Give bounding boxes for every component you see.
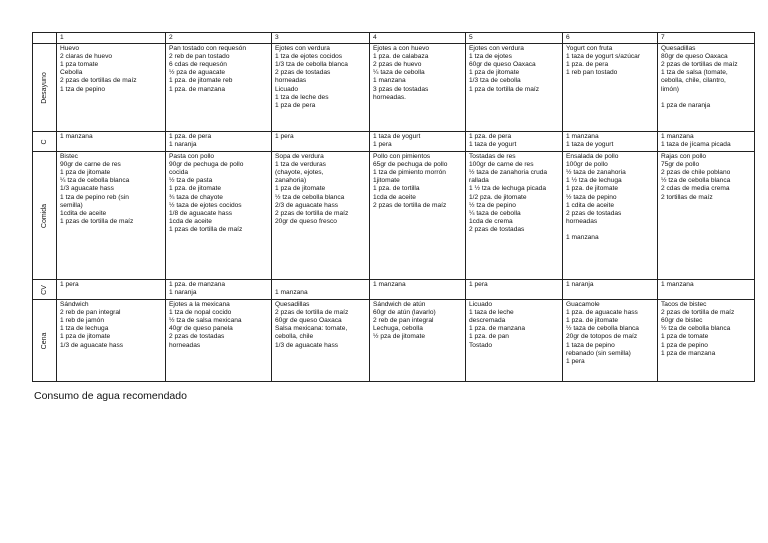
menu-item-line: 1 ½ tza de lechuga picada xyxy=(469,185,546,193)
menu-item-line: 1 tza de lechuga xyxy=(60,325,109,333)
meal-row-comida xyxy=(33,152,755,280)
menu-cell-day-1 xyxy=(57,300,166,382)
menu-item-line: 1 cdita de aceite xyxy=(566,201,615,209)
day-header-7: 7 xyxy=(658,33,755,44)
menu-item-line: 100gr de pollo xyxy=(566,161,608,169)
menu-cell-day-5 xyxy=(466,44,563,132)
menu-item-line: 60gr de queso Oaxaca xyxy=(469,61,536,69)
menu-item-line: 1 tza de verduras xyxy=(275,161,326,169)
menu-item-line: 1 pza. de manzana xyxy=(169,85,226,93)
menu-item-line: 1/8 de aguacate hass xyxy=(169,209,233,217)
menu-item-line: ½ tza de cebolla blanca xyxy=(661,177,731,185)
menu-item-line: 2 pzas de tortillas de maíz xyxy=(661,61,738,69)
menu-item-line: horneadas xyxy=(566,217,598,225)
menu-cell-day-1 xyxy=(57,44,166,132)
menu-item-line: Tacos de bistec xyxy=(661,301,707,309)
menu-item-line: Sándwich de atún xyxy=(373,301,426,309)
menu-cell-day-6 xyxy=(563,280,658,300)
menu-item-line: 1/3 de aguacate hass xyxy=(60,341,124,349)
menu-cell-day-4 xyxy=(370,280,466,300)
menu-item-line: 1 reb de jamón xyxy=(60,317,104,325)
menu-item-line: 1cdita de aceite xyxy=(60,209,107,217)
menu-item-line: Ejotes a la mexicana xyxy=(169,301,230,309)
menu-item-line: 1 pza de jitomate xyxy=(60,333,111,341)
menu-item-line: 2 pzas de tostadas xyxy=(169,333,225,341)
menu-item-line: 6 cdas de requesón xyxy=(169,61,227,69)
menu-item-line: 1 pza de jitomate xyxy=(469,69,520,77)
menu-item-line xyxy=(566,226,655,234)
menu-item-line: 1 pza. de tortilla xyxy=(373,185,420,193)
menu-cell-day-7 xyxy=(658,280,755,300)
menu-item-line: 1 pera xyxy=(60,281,79,289)
menu-item-line: ½ taza de ejotes cocidos xyxy=(169,201,242,209)
menu-item-line: 1 naranja xyxy=(169,141,197,149)
menu-item-line: Quesadillas xyxy=(661,45,696,53)
weekly-menu-table xyxy=(32,32,755,382)
menu-item-line: 1 pza. de jitomate reb xyxy=(169,77,233,85)
meal-row-cv xyxy=(33,280,755,300)
menu-item-line: 1 taza de yogurt xyxy=(373,133,421,141)
menu-item-line: 1 reb pan tostado xyxy=(566,69,618,77)
menu-item-line: Salsa mexicana: tomate, xyxy=(275,325,348,333)
water-recommendation-note: Consumo de agua recomendado xyxy=(34,390,187,402)
menu-cell-day-5 xyxy=(466,300,563,382)
menu-item-line: 60gr de atún (lavarlo) xyxy=(373,309,436,317)
menu-cell-day-4 xyxy=(370,132,466,152)
day-header-3: 3 xyxy=(272,33,370,44)
header-row xyxy=(33,33,755,44)
menu-cell-day-7 xyxy=(658,300,755,382)
menu-item-line: 1 pza de tomate xyxy=(661,333,709,341)
menu-cell-day-2 xyxy=(166,132,272,152)
menu-item-line: 1 taza de yogurt xyxy=(566,141,614,149)
menu-item-line: 1 pza. de pera xyxy=(469,133,512,141)
menu-cell-day-2 xyxy=(166,152,272,280)
menu-item-line: 2 cdas de media crema xyxy=(661,185,730,193)
meal-label-cell xyxy=(33,132,57,152)
menu-item-line: Ejotes con verdura xyxy=(469,45,524,53)
menu-item-line: 1 pza. de manzana xyxy=(469,325,526,333)
menu-item-line xyxy=(661,94,752,102)
menu-item-line: ½ pza de aguacate xyxy=(169,69,226,77)
menu-item-line: 90gr de pechuga de pollo xyxy=(169,161,244,169)
menu-item-line: 20gr de totopos de maíz xyxy=(566,333,638,341)
menu-cell-day-5 xyxy=(466,152,563,280)
menu-item-line: 1 manzana xyxy=(661,281,694,289)
menu-cell-day-7 xyxy=(658,132,755,152)
menu-item-line: ½ taza de zanahoria xyxy=(566,169,626,177)
menu-item-line: 1 pza. de jitomate xyxy=(566,185,619,193)
menu-item-line: Pollo con pimientos xyxy=(373,153,431,161)
menu-cell-day-6 xyxy=(563,300,658,382)
menu-item-line: 1 pza de pepino xyxy=(661,341,708,349)
menu-item-line: 1/3 tza de cebolla blanca xyxy=(275,61,348,69)
menu-item-line: 2 pzas de tortilla de maíz xyxy=(275,309,349,317)
menu-item-line: Licuado xyxy=(469,301,493,309)
menu-item-line: 1 taza de yogurt xyxy=(469,141,517,149)
menu-item-line: 1 tza de salsa (tomate, xyxy=(661,69,728,77)
menu-item-line: 1cda de crema xyxy=(469,217,513,225)
menu-cell-day-2 xyxy=(166,300,272,382)
menu-cell-day-4 xyxy=(370,152,466,280)
menu-item-line: Ejotes con verdura xyxy=(275,45,330,53)
menu-item-line: 1 pza. de pan xyxy=(469,333,509,341)
menu-cell-day-7 xyxy=(658,44,755,132)
menu-item-line: 1 pza. de pera xyxy=(169,133,212,141)
menu-item-line: horneadas. xyxy=(373,93,406,101)
menu-item-line: descremada xyxy=(469,317,506,325)
meal-label: CV xyxy=(40,284,48,295)
menu-item-line: 2 pzas de tortilla de maíz xyxy=(275,209,349,217)
menu-cell-day-4 xyxy=(370,300,466,382)
menu-item-line: 1 naranja xyxy=(169,289,197,297)
menu-cell-day-3 xyxy=(272,280,370,300)
menu-item-line: 1 taza de leche xyxy=(469,309,514,317)
menu-item-line: 80gr de queso Oaxaca xyxy=(661,53,728,61)
menu-item-line: 1 manzana xyxy=(373,281,406,289)
menu-item-line: 3 pzas de tostadas xyxy=(373,85,429,93)
menu-item-line: 1cda de aceite xyxy=(373,193,416,201)
menu-item-line: Tostado xyxy=(469,341,493,349)
menu-item-line: ¼ tza de cebolla blanca xyxy=(60,177,130,185)
menu-item-line: 1 pza. de manzana xyxy=(169,281,226,289)
menu-item-line: 60gr de queso Oaxaca xyxy=(275,317,342,325)
menu-item-line: 1 manzana xyxy=(275,289,308,297)
menu-item-line: 20gr de queso fresco xyxy=(275,217,337,225)
menu-cell-day-2 xyxy=(166,280,272,300)
menu-item-line: limón) xyxy=(661,85,679,93)
menu-item-line: Quesadillas xyxy=(275,301,310,309)
menu-item-line: ½ tza de pasta xyxy=(169,177,213,185)
menu-item-line: Licuado xyxy=(275,85,299,93)
meal-row-desayuno xyxy=(33,44,755,132)
menu-cell-day-3 xyxy=(272,132,370,152)
menu-item-line: 2 pzas de tostadas xyxy=(566,209,622,217)
menu-item-line: 1 taza de pepino xyxy=(566,341,615,349)
menu-cell-day-3 xyxy=(272,44,370,132)
menu-item-line: 1 tza de pepino reb (sin xyxy=(60,193,129,201)
day-header-2: 2 xyxy=(166,33,272,44)
menu-cell-day-7 xyxy=(658,152,755,280)
menu-item-line: 2 pzas de huevo xyxy=(373,61,422,69)
menu-item-line: 1 taza de yogurt s/azúcar xyxy=(566,53,641,61)
menu-cell-day-4 xyxy=(370,44,466,132)
menu-item-line: Sándwich xyxy=(60,301,89,309)
menu-item-line: 1 pera xyxy=(275,133,294,141)
menu-item-line: 60gr de bistec xyxy=(661,317,703,325)
menu-item-line: ¼ taza de cebolla xyxy=(373,69,425,77)
menu-cell-day-5 xyxy=(466,132,563,152)
menu-item-line: Bistec xyxy=(60,153,78,161)
menu-item-line: 1 pza. de aguacate hass xyxy=(566,309,638,317)
menu-item-line: Pan tostado con requesón xyxy=(169,45,246,53)
menu-item-line: 1 pzas de tortilla de maíz xyxy=(60,217,134,225)
menu-item-line: Cebolla xyxy=(60,69,83,77)
menu-item-line: 1/3 tza de cebolla xyxy=(469,77,521,85)
header-corner xyxy=(33,33,57,44)
menu-item-line: ¼ taza de cebolla xyxy=(469,209,521,217)
menu-item-line: ½ taza de zanahoria cruda xyxy=(469,169,548,177)
meal-label: Cena xyxy=(40,332,48,349)
menu-item-line: Ensalada de pollo xyxy=(566,153,619,161)
menu-item-line: 1 pza de tortilla de maíz xyxy=(469,85,540,93)
menu-item-line: semilla) xyxy=(60,201,83,209)
menu-item-line: 2 pzas de tostadas xyxy=(469,225,525,233)
menu-item-line: 1 ½ tza de lechuga xyxy=(566,177,622,185)
day-header-4: 4 xyxy=(370,33,466,44)
menu-item-line: zanahoria) xyxy=(275,177,307,185)
menu-item-line: 1jitomate xyxy=(373,177,400,185)
menu-item-line: (chayote, ejotes, xyxy=(275,169,324,177)
menu-item-line: 2/3 de aguacate hass xyxy=(275,201,339,209)
menu-item-line: 2 pzas de tortilla de maíz xyxy=(661,309,735,317)
menu-cell-day-1 xyxy=(57,280,166,300)
menu-item-line: 1 pza. de jitomate xyxy=(169,185,222,193)
meal-label-cell xyxy=(33,152,57,280)
menu-item-line: 1 pza de jitomate xyxy=(60,169,111,177)
menu-item-line: 1 tza de pimiento morrón xyxy=(373,169,446,177)
menu-item-line: ½ tza de salsa mexicana xyxy=(169,317,242,325)
menu-item-line: 1 pza de jitomate xyxy=(275,185,326,193)
menu-item-line: 1 pera xyxy=(373,141,392,149)
meal-label: Comida xyxy=(40,203,48,228)
menu-item-line: 1 pza de pera xyxy=(275,101,316,109)
menu-item-line: 1 manzana xyxy=(60,133,93,141)
menu-item-line: ½ taza de cebolla blanca xyxy=(566,325,639,333)
menu-item-line: 75gr de pollo xyxy=(661,161,700,169)
meal-label: Desayuno xyxy=(40,71,48,104)
menu-item-line: 1 pera xyxy=(566,357,585,365)
menu-item-line: ½ tza de cebolla blanca xyxy=(275,193,345,201)
menu-item-line: 2 reb de pan integral xyxy=(373,317,434,325)
menu-item-line: Pasta con pollo xyxy=(169,153,215,161)
menu-item-line: 2 claras de huevo xyxy=(60,53,113,61)
menu-item-line: 1 tza de leche des xyxy=(275,93,329,101)
menu-item-line xyxy=(275,281,367,289)
menu-item-line: ½ taza de pepino xyxy=(566,193,617,201)
menu-item-line: Guacamole xyxy=(566,301,600,309)
menu-item-line: 65gr de pechuga de pollo xyxy=(373,161,448,169)
menu-cell-day-5 xyxy=(466,280,563,300)
menu-item-line: 100gr de carne de res xyxy=(469,161,534,169)
menu-item-line: 2 reb de pan tostado xyxy=(169,53,230,61)
meal-label-cell xyxy=(33,280,57,300)
menu-item-line: 1 manzana xyxy=(661,133,694,141)
menu-item-line: ¾ taza de chayote xyxy=(169,193,223,201)
menu-cell-day-6 xyxy=(563,44,658,132)
menu-item-line: ½ tza de cebolla blanca xyxy=(661,325,731,333)
menu-item-line: cebolla, chile xyxy=(275,333,314,341)
menu-item-line: 1 manzana xyxy=(373,77,406,85)
menu-cell-day-1 xyxy=(57,152,166,280)
menu-item-line: 1 pza. de pera xyxy=(566,61,609,69)
meal-row-c xyxy=(33,132,755,152)
day-header-1: 1 xyxy=(57,33,166,44)
day-header-5: 5 xyxy=(466,33,563,44)
meal-row-cena xyxy=(33,300,755,382)
menu-item-line: 2 pzas de tostadas xyxy=(275,69,331,77)
menu-item-line: horneadas xyxy=(275,77,307,85)
menu-item-line: Yogurt con fruta xyxy=(566,45,613,53)
menu-item-line: Ejotes a con huevo xyxy=(373,45,430,53)
menu-item-line: 2 tortillas de maíz xyxy=(661,193,713,201)
menu-item-line: 2 pzas de tortilla de maíz xyxy=(373,201,447,209)
menu-item-line: ½ pza de jitomate xyxy=(373,333,426,341)
menu-document xyxy=(32,32,754,382)
menu-item-line: 1/2 pza. de jitomate xyxy=(469,193,527,201)
menu-item-line: 40gr de queso panela xyxy=(169,325,233,333)
menu-item-line: 1/3 de aguacate hass xyxy=(275,341,339,349)
menu-item-line: Rajas con pollo xyxy=(661,153,707,161)
menu-item-line: Lechuga, cebolla xyxy=(373,325,423,333)
menu-item-line: cocida xyxy=(169,169,189,177)
menu-item-line: 1 pza. de jitomate xyxy=(566,317,619,325)
menu-item-line: Sopa de verdura xyxy=(275,153,324,161)
menu-item-line: 1 manzana xyxy=(566,234,599,242)
menu-item-line: 1 tza de pepino xyxy=(60,85,106,93)
menu-item-line: 1 pza de naranja xyxy=(661,101,711,109)
menu-item-line: 1 tza de ejotes cocidos xyxy=(275,53,343,61)
menu-item-line: 90gr de carne de res xyxy=(60,161,121,169)
menu-item-line: Huevo xyxy=(60,45,80,53)
menu-item-line: horneadas xyxy=(169,341,201,349)
menu-item-line: 1cda de aceite xyxy=(169,217,212,225)
menu-cell-day-6 xyxy=(563,152,658,280)
menu-item-line: 1 naranja xyxy=(566,281,594,289)
menu-cell-day-3 xyxy=(272,300,370,382)
menu-cell-day-6 xyxy=(563,132,658,152)
menu-item-line: ½ tza de pepino xyxy=(469,201,516,209)
menu-item-line: 2 pzas de chile poblano xyxy=(661,169,731,177)
menu-item-line: 1 tza de ejotes xyxy=(469,53,512,61)
menu-item-line: 2 reb de pan integral xyxy=(60,309,121,317)
menu-item-line: cebolla, chile, cilantro, xyxy=(661,77,726,85)
menu-item-line: rebanado (sin semilla) xyxy=(566,349,631,357)
meal-label-cell xyxy=(33,44,57,132)
menu-item-line: 1 pzas de tortilla de maíz xyxy=(169,225,243,233)
menu-item-line: 1/3 aguacate hass xyxy=(60,185,114,193)
menu-item-line: 1 pza. de calabaza xyxy=(373,53,429,61)
menu-item-line: 1 pza de manzana xyxy=(661,349,716,357)
menu-item-line: 1 manzana xyxy=(566,133,599,141)
menu-cell-day-2 xyxy=(166,44,272,132)
menu-item-line: Tostadas de res xyxy=(469,153,516,161)
menu-item-line: 2 pzas de tortillas de maíz xyxy=(60,77,137,85)
meal-label-cell xyxy=(33,300,57,382)
menu-item-line: 1 pza tomate xyxy=(60,61,99,69)
menu-item-line: rallada xyxy=(469,177,489,185)
menu-cell-day-1 xyxy=(57,132,166,152)
menu-item-line: 1 pera xyxy=(469,281,488,289)
day-header-6: 6 xyxy=(563,33,658,44)
menu-item-line: 1 taza de jícama picada xyxy=(661,141,731,149)
menu-cell-day-3 xyxy=(272,152,370,280)
menu-item-line: 1 tza de nopal cocido xyxy=(169,309,232,317)
meal-label: C xyxy=(40,139,48,145)
